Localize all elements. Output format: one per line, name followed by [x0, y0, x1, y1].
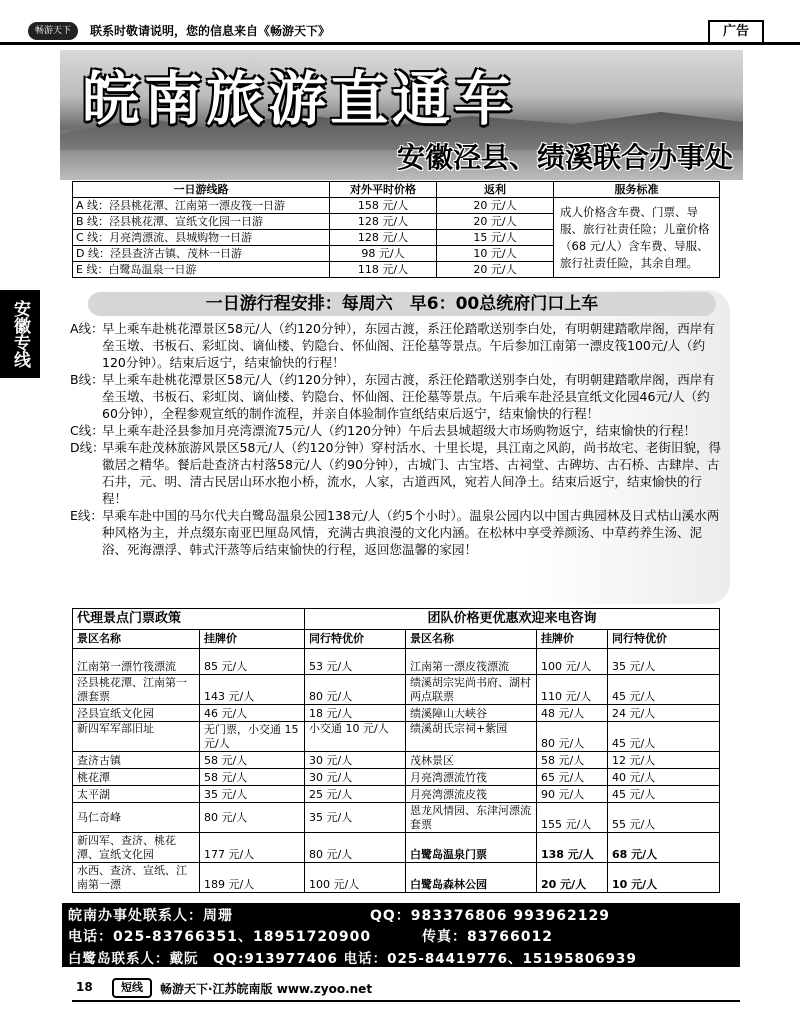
special-price: 24 元/人 — [608, 705, 720, 722]
table-row — [73, 675, 720, 705]
special-price: 45 元/人 — [608, 786, 720, 803]
special-price: 12 元/人 — [608, 752, 720, 769]
special-price: 45 元/人 — [608, 675, 720, 705]
route-price-table — [72, 181, 720, 278]
route-price: 158 元/人 — [330, 198, 437, 214]
list-price: 46 元/人 — [200, 705, 305, 722]
schedule-panel — [64, 290, 730, 604]
route-name: E 线：白鹭岛温泉一日游 — [73, 262, 330, 278]
route-name: D 线：泾县查济古镇、茂林一日游 — [73, 246, 330, 262]
schedule-banner: 一日游行程安排：每周六 早6：00总统府门口上车 — [88, 292, 716, 316]
special-price: 45 元/人 — [608, 722, 720, 752]
list-price: 58 元/人 — [537, 752, 608, 769]
special-price: 小交通 10 元/人 — [305, 722, 406, 752]
route-table-header — [73, 182, 720, 198]
brand-logo: 畅游天下 — [28, 22, 78, 40]
col-spot: 景区名称 — [73, 630, 200, 649]
list-price: 48 元/人 — [537, 705, 608, 722]
col-rebate: 返利 — [437, 182, 554, 198]
route-name: B 线：泾县桃花潭、宣纸文化园一日游 — [73, 214, 330, 230]
spot-name: 白鹭岛温泉门票 — [406, 833, 537, 863]
table-row — [73, 803, 720, 833]
route-rebate: 20 元/人 — [437, 214, 554, 230]
ticket-caption-right: 团队价格更优惠欢迎来电咨询 — [305, 609, 720, 630]
spot-name: 查济古镇 — [73, 752, 200, 769]
col-service: 服务标准 — [554, 182, 720, 198]
table-row — [73, 722, 720, 752]
table-row — [73, 833, 720, 863]
route-price: 128 元/人 — [330, 214, 437, 230]
ticket-policy-table — [72, 608, 720, 893]
route-rebate: 10 元/人 — [437, 246, 554, 262]
list-price: 177 元/人 — [200, 833, 305, 863]
special-price: 53 元/人 — [305, 649, 406, 675]
island-contact: 白鹭岛联系人：戴阮 QQ:913977406 电话：025-84419776、15195806939 — [68, 951, 637, 967]
contact-box — [62, 903, 740, 967]
col-price: 对外平时价格 — [330, 182, 437, 198]
col-special-price: 同行特优价 — [608, 630, 720, 649]
special-price: 30 元/人 — [305, 752, 406, 769]
special-price: 55 元/人 — [608, 803, 720, 833]
special-price: 18 元/人 — [305, 705, 406, 722]
top-rule — [0, 42, 800, 45]
item-label: E线： — [70, 508, 103, 523]
table-row — [73, 705, 720, 722]
source-note: 联系时敬请说明，您的信息来自《畅游天下》 — [90, 24, 331, 38]
route-rebate: 20 元/人 — [437, 262, 554, 278]
banner-title: 皖南旅游直通车 — [82, 65, 517, 133]
spot-name: 水西、查济、宣纸、江南第一漂 — [73, 863, 200, 893]
list-price: 58 元/人 — [200, 752, 305, 769]
list-price: 无门票，小交通 15 元/人 — [200, 722, 305, 752]
special-price: 100 元/人 — [305, 863, 406, 893]
spot-name: 江南第一漂竹筏漂流 — [73, 649, 200, 675]
schedule-item-e — [70, 507, 724, 558]
ad-tag: 广告 — [708, 20, 764, 44]
list-price: 80 元/人 — [200, 803, 305, 833]
schedule-item-b — [70, 371, 724, 422]
table-row — [73, 752, 720, 769]
top-bar — [0, 0, 800, 44]
spot-name: 泾县宣纸文化园 — [73, 705, 200, 722]
spot-name: 新四军军部旧址 — [73, 722, 200, 752]
list-price: 155 元/人 — [537, 803, 608, 833]
title-banner — [60, 50, 743, 180]
schedule-list — [70, 320, 724, 558]
service-standard: 成人价格含车费、门票、导服、旅行社责任险；儿童价格（68 元/人）含车费、导服、旅行社责任险，其余自理。 — [554, 198, 720, 278]
spot-name: 马仁奇峰 — [73, 803, 200, 833]
list-price: 110 元/人 — [537, 675, 608, 705]
item-text: 早上乘车赴桃花潭景区58元/人（约120分钟），东园古渡，系汪伦踏歌送别李白处，有明朝建踏歌岸阁，西岸有垒玉墩、书板石、彩虹岗、谪仙楼、钓隐台、怀仙阁、汪伦墓等景点。午后参加江南第一漂皮筏100元/人（约120分钟）。结束后返宁，结束愉快的行程！ — [102, 321, 715, 370]
spot-name: 月亮湾漂流竹筏 — [406, 769, 537, 786]
spot-name: 新四军、查济、桃花潭、宣纸文化园 — [73, 833, 200, 863]
schedule-item-a — [70, 320, 724, 371]
page-number: 18 — [76, 980, 93, 994]
list-price: 90 元/人 — [537, 786, 608, 803]
list-price: 20 元/人 — [537, 863, 608, 893]
special-price: 40 元/人 — [608, 769, 720, 786]
route-price: 98 元/人 — [330, 246, 437, 262]
item-text: 早乘车赴茂林旅游风景区58元/人（约120分钟）穿村活水、十里长堤，具江南之风韵，尚书故宅、老街旧貌，得徽居之精华。餐后赴查济古村落58元/人（约90分钟），古城门、古宝塔、古祠堂、古碑坊、古石桥、古肆岸、古石井，元、明、清古民居山环水抱小桥，流水，人家，古道西风，宛若人间净土。结束后返宁，结束愉快的行程！ — [102, 440, 721, 506]
route-name: A 线：泾县桃花潭、江南第一漂皮筏一日游 — [73, 198, 330, 214]
schedule-item-c — [70, 422, 724, 439]
spot-name: 绩溪胡氏宗祠+紫园 — [406, 722, 537, 752]
spot-name: 茂林景区 — [406, 752, 537, 769]
office-contact: 皖南办事处联系人：周珊 — [68, 908, 233, 924]
col-spot: 景区名称 — [406, 630, 537, 649]
spot-name: 太平湖 — [73, 786, 200, 803]
footer-rule — [72, 1000, 740, 1002]
list-price: 80 元/人 — [537, 722, 608, 752]
list-price: 143 元/人 — [200, 675, 305, 705]
special-price: 30 元/人 — [305, 769, 406, 786]
spot-name: 江南第一漂皮筏漂流 — [406, 649, 537, 675]
special-price: 25 元/人 — [305, 786, 406, 803]
list-price: 35 元/人 — [200, 786, 305, 803]
item-text: 早上乘车赴桃花潭景区58元/人（约120分钟），东园古渡，系汪伦踏歌送别李白处，有明朝建踏歌岸阁，西岸有垒玉墩、书板石、彩虹岗、谪仙楼、钓隐台、怀仙阁、汪伦墓等景点。午后乘车赴泾县宣纸文化园46元/人（约60分钟），全程参观宣纸的制作流程，并亲自体验制作宣纸结束后返宁，结束愉快的行程！ — [102, 372, 715, 421]
route-price: 118 元/人 — [330, 262, 437, 278]
office-fax: 传真：83766012 — [422, 929, 553, 945]
table-row — [73, 769, 720, 786]
footer-text: 畅游天下·江苏皖南版 www.zyoo.net — [160, 982, 373, 996]
spot-name: 白鹭岛森林公园 — [406, 863, 537, 893]
office-qq: QQ：983376806 993962129 — [370, 908, 611, 924]
item-label: D线： — [70, 440, 105, 455]
list-price: 100 元/人 — [537, 649, 608, 675]
item-label: C线： — [70, 423, 104, 438]
special-price: 35 元/人 — [305, 803, 406, 833]
item-text: 早乘车赴中国的马尔代夫白鹭岛温泉公园138元/人（约5个小时）。温泉公园内以中国古典园林及日式枯山溪水两种风格为主，并点缀东南亚巴厘岛风情，充满古典浪漫的文化内涵。在松林中享受养颜汤、中草药养生汤、泥浴、死海漂浮、韩式汗蒸等后结束愉快的行程，返回您温馨的家园！ — [102, 508, 720, 557]
special-price: 80 元/人 — [305, 833, 406, 863]
item-text: 早上乘车赴泾县参加月亮湾漂流75元/人（约120分钟）午后去县城超级大市场购物返宁，结束愉快的行程！ — [102, 423, 696, 438]
special-price: 68 元/人 — [608, 833, 720, 863]
banner-subtitle: 安徽泾县、绩溪联合办事处 — [396, 141, 733, 174]
special-price: 35 元/人 — [608, 649, 720, 675]
page-footer — [0, 972, 800, 1002]
spot-name: 绩溪胡宗宪尚书府、湖村两点联票 — [406, 675, 537, 705]
ticket-table-header — [73, 630, 720, 649]
col-special-price: 同行特优价 — [305, 630, 406, 649]
list-price: 189 元/人 — [200, 863, 305, 893]
col-route: 一日游线路 — [73, 182, 330, 198]
item-label: B线： — [70, 372, 104, 387]
special-price: 10 元/人 — [608, 863, 720, 893]
special-price: 80 元/人 — [305, 675, 406, 705]
schedule-item-d — [70, 439, 724, 507]
office-phone: 电话：025-83766351、18951720900 — [68, 929, 372, 945]
side-category-tab: 安徽专线 — [0, 290, 40, 378]
spot-name: 桃花潭 — [73, 769, 200, 786]
route-rebate: 15 元/人 — [437, 230, 554, 246]
item-label: A线： — [70, 321, 104, 336]
spot-name: 绩溪障山大峡谷 — [406, 705, 537, 722]
list-price: 138 元/人 — [537, 833, 608, 863]
route-row — [73, 198, 720, 214]
list-price: 58 元/人 — [200, 769, 305, 786]
route-rebate: 20 元/人 — [437, 198, 554, 214]
ticket-table-caption — [73, 609, 720, 630]
list-price: 85 元/人 — [200, 649, 305, 675]
spot-name: 泾县桃花潭、江南第一漂套票 — [73, 675, 200, 705]
route-name: C 线：月亮湾漂流、县城购物一日游 — [73, 230, 330, 246]
spot-name: 恩龙风情园、东津河漂流套票 — [406, 803, 537, 833]
spot-name: 月亮湾漂流皮筏 — [406, 786, 537, 803]
col-list-price: 挂牌价 — [200, 630, 305, 649]
list-price: 65 元/人 — [537, 769, 608, 786]
route-price: 128 元/人 — [330, 230, 437, 246]
col-list-price: 挂牌价 — [537, 630, 608, 649]
ticket-caption-left: 代理景点门票政策 — [73, 609, 305, 630]
table-row — [73, 649, 720, 675]
table-row — [73, 863, 720, 893]
section-tag: 短线 — [112, 978, 152, 998]
table-row — [73, 786, 720, 803]
